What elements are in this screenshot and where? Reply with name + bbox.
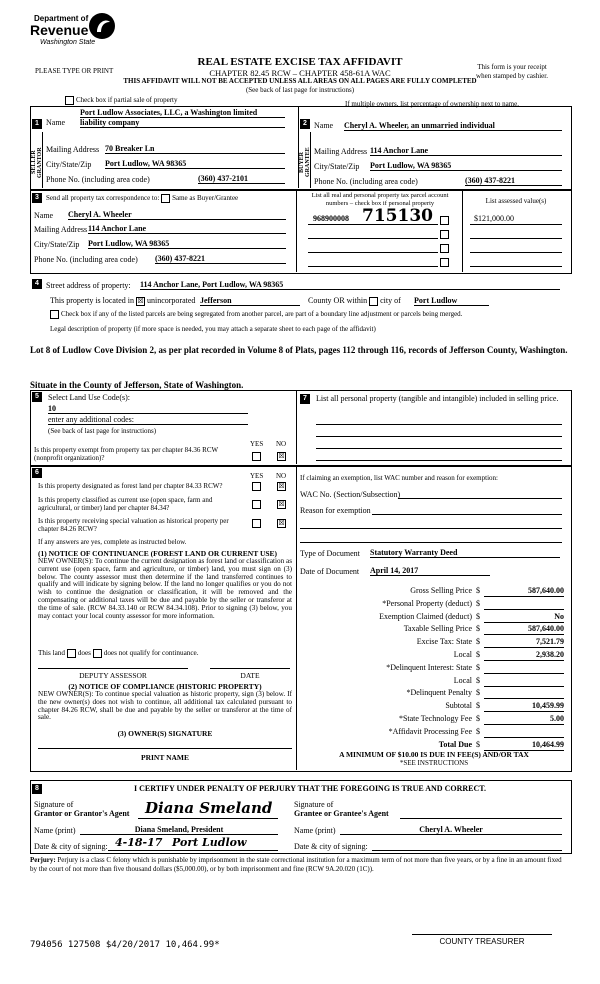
tax-row-label: *Affidavit Processing Fee <box>388 726 472 736</box>
tax-row-value[interactable] <box>484 599 564 610</box>
dollar-sign: $ <box>476 637 480 647</box>
tax-row-label: *Delinquent Interest: State <box>386 662 472 672</box>
personal-property-checkbox-4[interactable] <box>440 258 449 267</box>
tax-row-label: Subtotal <box>445 701 472 711</box>
exempt-no-checkbox[interactable]: ☒ <box>278 452 285 460</box>
seller-mail[interactable]: 70 Breaker Ln <box>105 144 285 154</box>
tax-row-value[interactable] <box>484 676 564 687</box>
tax-row-label: Taxable Selling Price <box>403 624 472 634</box>
legal-description[interactable]: Lot 8 of Ludlow Cove Division 2, as per plat recorded in Volume 8 of Plats, pages 112 through 116, records of Jefferson County, Washington. <box>30 345 568 355</box>
tax-row-label: Local <box>453 675 472 685</box>
buyer-phone[interactable]: (360) 437-8221 <box>465 176 562 186</box>
corr-city[interactable]: Port Ludlow, WA 98365 <box>88 239 286 249</box>
affidavit-page: Department of Revenue Washington State REAL ESTATE EXCISE TAX AFFIDAVIT PLEASE TYPE OR PRINT CHAPTER 82.45 RCW – CHAPTER 458-61A WAC This form is your receipt when stamped by cashier. THIS AFFIDAVIT WILL NOT BE ACCEPTED UNLESS ALL AREAS ON ALL PAGES ARE FULLY COMPLETED (See back of last page for instructions) Check box if partial sale of property If multiple owners, list percentage of ownership next to name. 1 2 SELLER GRANTOR Name Port Ludlow Associates, LLC, a Washington limited liability company Mailing Address 70 Breaker Ln City/State/Zip Port Ludlow, WA 98365 Phone No. (including area code) (360) 437-2101 Name Cheryl A. Wheeler, an unmarried individual BUYER GRANTEE Mailing Address 114 Anchor Lane City/State/Zip Port Ludlow, WA 98365 Phone No. (including area code) (360) 437-8221 3 Send all property tax correspondence to: Same as Buyer/Grantee Name Cheryl A. Wheeler Mailing Address 114 Anchor Lane City/State/Zip Port Ludlow, WA 98365 Phone No. (including area code) (360) 437-8221 List all real and personal property tax parcel account numbers – check box if personal property List assessed value(s) 968900008 715130 $121,000.00 4 Street address of property: 114 Anchor Lane, Port Ludlow, WA 98365 This property is located in ☒ unincorporated Jefferson County OR within city of Port Ludlow Check box if any of the listed parcels are being segregated from another parcel, are part of a boundary line adjustment or parcels being merged. Legal description of property (if more space is needed, you may attach a separate sheet to each page of the affidavit) Lot 8 of Ludlow Cove Division 2, as per plat recorded in Volume 8 of Plats, pages 112 through 116, records of Jefferson County, Washington. Situate in the County of Jefferson, State of Washington. 5 Select Land Use Code(s): 10 enter any additional codes: (See back of last page for instructions) YES NO Is this property exempt from property tax per chapter 84.36 RCW (nonprofit organization)? ☒ 7 List all personal property (tangible and intangible) included in selling price. 6 YES NO Is this property designated as forest land per chapter 84.33 RCW? ☒ Is this property classified as current use (open space, farm and agricultural, or timber) land per chapter 84.34? ☒ Is this property receiving special valuation as historical property per chapter 84.26 RCW? ☒ If any answers are yes, complete as instructed below. (1) NOTICE OF CONTINUANCE (FOREST LAND OR CURRENT USE) NEW OWNER(S): To continue the current designation as forest land or classification as current use (open space, farm and agriculture, or timber) land, you must sign on (3) below. The county assessor must then determine if the land transferred continues to qualify and will indicate by signing below. If the land no longer qualifies or you do not wish to continue the designation or classification, it will be removed and the compensating or additional taxes will be due and payable by the seller or transferor at the time of sale. (RCW 84.33.140 or RCW 84.34.108). Prior to signing (3) below, you may contact your local county assessor for more information. This land does does not qualify for continuance. DEPUTY ASSESSOR DATE (2) NOTICE OF COMPLIANCE (HISTORIC PROPERTY) NEW OWNER(S): To continue special valuation as historic property, sign (3) below. If the new owner(s) does not wish to continue, all additional tax calculated pursuant to chapter 84.26 RCW, shall be due and payable by the seller or transferor at the time of sale. (3) OWNER(S) SIGNATURE PRINT NAME If claiming an exemption, list WAC number and reason for exemption: WAC No. (Section/Subsection) Reason for exemption Type of Document Statutory Warranty Deed Date of Document April 14, 2017 Gross Selling Price $ 587,640.00 *Personal Property (deduct) $ Exemption Claimed (deduct) $ No Taxable Selling Price $ 587,640.00 Excise Tax: State $ 7,521.79 Local $ 2,938.20 *Delinquent Interest: State $ Local $ *Delinquent Penalty $ Subtotal $ 10,459.99 *State Technology Fee $ 5.00 *Affidavit Processing Fee $ Total Due $ 10,464.99 A MINIMUM OF $10.00 IS DUE IN FEE(S) AND/OR TAX *SEE INSTRUCTIONS 8 I CERTIFY UNDER PENALTY OF PERJURY THAT THE FOREGOING IS TRUE AND CORRECT. Signature of Grantor or Grantor's Agent Diana Smeland Name (print) Diana Smeland, President Date & city of signing: 4-18-17 Port Ludlow Signature of Grantee or Grantee's Agent Name (print) Cheryl A. Wheeler Date & city of signing: Perjury: Perjury is a class C felony which is punishable by imprisonment in the state correctional institution for a maximum term of not more than five years, or by a fine in an amount fixed by the court of not more than five thousand dollars ($5,000.00), or by both imprisonment and fine (RCW 9A.20.020 (1C)). 794056 127508 $4/20/2017 10,464.99* COUNTY TREASURER <box>0 0 600 984</box>
dollar-sign: $ <box>476 598 480 608</box>
forest-no-checkbox[interactable]: ☒ <box>278 482 285 490</box>
parcel-number[interactable]: 968900008 <box>313 214 349 223</box>
within-city-checkbox[interactable] <box>369 297 378 306</box>
buyer-name[interactable]: Cheryl A. Wheeler, an unmarried individual <box>344 121 562 131</box>
corr-phone[interactable]: (360) 437-8221 <box>155 254 286 264</box>
partial-sale-box[interactable] <box>65 96 74 105</box>
personal-property-checkbox-3[interactable] <box>440 244 449 253</box>
current-use-no-checkbox[interactable]: ☒ <box>278 500 285 508</box>
partial-sale-checkbox[interactable]: Check box if partial sale of property <box>65 96 177 105</box>
cashier-stamp: 794056 127508 $4/20/2017 10,464.99* <box>30 940 220 950</box>
seller-name[interactable]: Port Ludlow Associates, LLC, a Washington limited <box>80 108 285 118</box>
tax-row-value[interactable]: 10,459.99 <box>484 701 564 712</box>
does-not-qualify-checkbox[interactable] <box>93 649 102 658</box>
historic-no-checkbox[interactable]: ☒ <box>278 519 285 527</box>
same-as-buyer-checkbox[interactable] <box>161 194 170 203</box>
tax-row-label: Excise Tax: State <box>416 637 472 647</box>
grantor-date[interactable]: 4-18-17 <box>115 836 163 849</box>
dor-emblem-icon <box>88 12 116 40</box>
tax-row-label: *State Technology Fee <box>398 714 472 723</box>
personal-property-checkbox-1[interactable] <box>440 216 449 225</box>
perjury-note: Perjury: Perjury is a class C felony which is punishable by imprisonment in the state correctional institution for a maximum term of not more than five years, or by a fine in an amount fixed by the court of not more than five thousand dollars ($5,000.00), or by both imprisonment and fine (RCW 9A.20.020 (1C)). <box>30 856 562 873</box>
current-use-yes-checkbox[interactable] <box>252 500 261 509</box>
tax-row-value[interactable]: 7,521.79 <box>484 637 564 648</box>
tax-row-value[interactable]: 2,938.20 <box>484 650 564 661</box>
tax-row-value[interactable] <box>484 663 564 674</box>
dollar-sign: $ <box>476 701 480 711</box>
form-title: REAL ESTATE EXCISE TAX AFFIDAVIT <box>197 56 403 68</box>
tax-row-value[interactable]: 10,464.99 <box>484 740 564 751</box>
forest-yes-checkbox[interactable] <box>252 482 261 491</box>
dollar-sign: $ <box>476 586 480 595</box>
buyer-mail[interactable]: 114 Anchor Lane <box>370 146 562 156</box>
parcel-handwritten: 715130 <box>362 206 433 226</box>
grantor-name[interactable]: Diana Smeland, President <box>80 825 278 835</box>
assessed-value[interactable]: $121,000.00 <box>474 214 514 223</box>
dollar-sign: $ <box>476 739 480 749</box>
grantor-city[interactable]: Port Ludlow <box>172 836 247 849</box>
corr-mail[interactable]: 114 Anchor Lane <box>88 224 286 234</box>
dor-logo: Department of Revenue Washington State <box>30 12 120 52</box>
tax-row-label: Total Due <box>438 739 472 749</box>
tax-row-value[interactable] <box>484 727 564 738</box>
tax-row-value[interactable]: 587,640.00 <box>484 586 564 597</box>
corr-name[interactable]: Cheryl A. Wheeler <box>68 210 286 220</box>
tax-row-label: Gross Selling Price <box>410 586 472 595</box>
tax-row-label: *Personal Property (deduct) <box>382 598 472 608</box>
segregated-checkbox[interactable] <box>50 310 59 319</box>
tax-row-value[interactable]: No <box>484 612 564 623</box>
city-name[interactable]: Port Ludlow <box>414 296 489 306</box>
tax-row-label: Local <box>453 650 472 659</box>
county-name[interactable]: Jefferson <box>200 296 300 306</box>
exempt-yes-checkbox[interactable] <box>252 452 261 461</box>
document-date[interactable]: April 14, 2017 <box>370 566 490 576</box>
grantor-signature: Diana Smeland <box>145 799 273 817</box>
land-use-code[interactable]: 10 <box>48 404 248 414</box>
does-qualify-checkbox[interactable] <box>67 649 76 658</box>
tax-row-value[interactable]: 587,640.00 <box>484 624 564 635</box>
historic-yes-checkbox[interactable] <box>252 519 261 528</box>
document-type[interactable]: Statutory Warranty Deed <box>370 548 560 558</box>
seller-city[interactable]: Port Ludlow, WA 98365 <box>105 159 285 169</box>
tax-row-value[interactable] <box>484 688 564 699</box>
situate-line: Situate in the County of Jefferson, State of Washington. <box>30 380 244 390</box>
dollar-sign: $ <box>476 675 480 685</box>
buyer-city[interactable]: Port Ludlow, WA 98365 <box>370 161 562 171</box>
dollar-sign: $ <box>476 714 480 723</box>
seller-phone[interactable]: (360) 437-2101 <box>198 174 285 184</box>
unincorporated-checkbox[interactable]: ☒ <box>137 296 144 305</box>
dollar-sign: $ <box>476 688 480 698</box>
tax-row-label: Exemption Claimed (deduct) <box>379 611 472 621</box>
dollar-sign: $ <box>476 726 480 736</box>
tax-row-label: *Delinquent Penalty <box>406 688 472 698</box>
grantee-name[interactable]: Cheryl A. Wheeler <box>340 825 562 835</box>
dollar-sign: $ <box>476 650 480 659</box>
tax-row-value[interactable]: 5.00 <box>484 714 564 725</box>
dollar-sign: $ <box>476 662 480 672</box>
personal-property-checkbox-2[interactable] <box>440 230 449 239</box>
street-address[interactable]: 114 Anchor Lane, Port Ludlow, WA 98365 <box>140 280 560 290</box>
dollar-sign: $ <box>476 624 480 634</box>
dollar-sign: $ <box>476 611 480 621</box>
